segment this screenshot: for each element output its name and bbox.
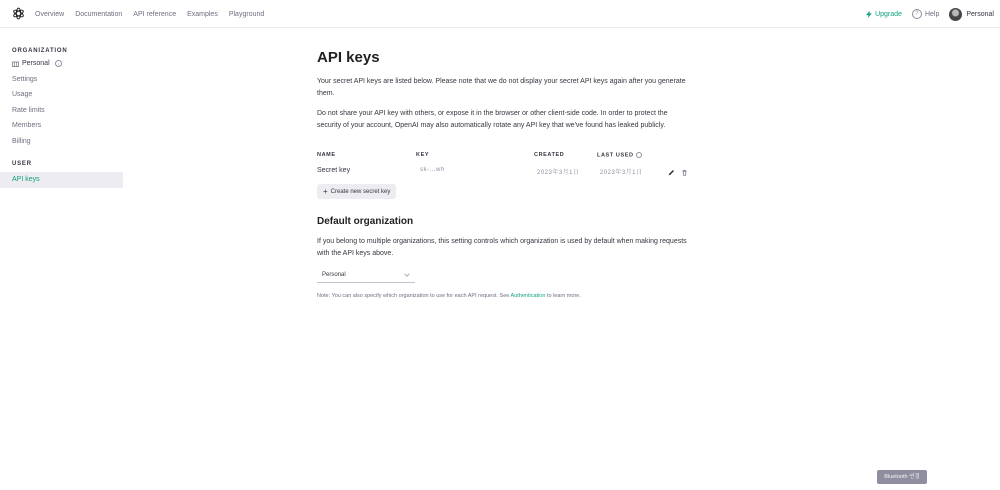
info-icon[interactable]: i [55,60,62,67]
note-text-suffix: to learn more. [545,293,581,299]
organization-heading: ORGANIZATION [12,48,68,54]
organization-dropdown[interactable] [317,267,415,283]
profile-label: Personal [966,10,994,18]
sidebar [0,28,123,188]
default-organization-description: If you belong to multiple organizations, this setting controls which organization is used by default when making requests with the API keys above. [317,238,687,257]
column-header-created: CREATED [534,152,565,158]
upgrade-label: Upgrade [875,10,902,18]
create-secret-key-label: Create new secret key [330,188,391,195]
key-created: 2023年3月1日 [537,170,580,176]
help-label: Help [924,10,940,18]
create-secret-key-button[interactable] [317,184,396,199]
sidebar-item-members[interactable]: Members [12,122,42,129]
organization-dropdown-value: Personal [322,271,346,278]
intro-text: Your secret API keys are listed below. Please note that we do not display your secret API keys again after you generate them. [317,78,686,97]
bluetooth-toast: Bluetooth 연결 [877,470,927,484]
default-organization-title: Default organization [317,216,414,227]
top-navigation [0,0,1000,28]
upgrade-button[interactable] [866,11,902,18]
nav-documentation[interactable]: Documentation [75,10,123,18]
nav-overview[interactable]: Overview [35,10,65,18]
lightning-icon [866,11,872,18]
avatar [949,8,962,21]
nav-playground[interactable]: Playground [228,10,265,18]
chevron-down-icon [404,273,410,277]
authentication-link[interactable]: Authentication [510,293,546,299]
sidebar-item-api-keys[interactable]: API keys [0,172,123,188]
key-value: sk-...wh [420,167,445,173]
organization-name: Personal [22,60,50,67]
user-heading: USER [12,161,32,167]
building-icon [12,61,19,67]
last-used-label: LAST USED [597,152,634,159]
sidebar-item-rate-limits[interactable]: Rate limits [12,106,45,114]
nav-right [866,0,994,28]
nav-links [35,0,264,28]
key-name: Secret key [317,167,351,174]
warning-text: Do not share your API key with others, or expose it in the browser or other client-side code. In order to protect the security of your account, OpenAI may also automatically rotate any API key that we've found has leaked publicly. [317,110,668,129]
sidebar-item-billing[interactable]: Billing [12,137,31,145]
column-header-last-used [597,152,642,158]
organization-note [317,293,581,299]
last-used-info-icon[interactable] [636,152,642,158]
openai-logo-icon[interactable] [12,7,25,20]
sidebar-item-settings[interactable]: Settings [12,75,38,83]
key-last-used: 2023年3月1日 [600,170,643,176]
nav-api-reference[interactable]: API reference [133,10,177,18]
edit-icon[interactable] [668,169,675,176]
sidebar-item-usage[interactable]: Usage [12,91,33,98]
trash-icon[interactable] [681,169,688,176]
column-header-name: NAME [317,152,336,158]
note-text-prefix: Note: You can also specify which organization to use for each API request. See [317,293,511,299]
help-icon: ? [912,9,922,19]
plus-icon: + [323,186,328,196]
help-button[interactable] [912,9,939,19]
organization-selector[interactable] [0,56,123,72]
nav-examples[interactable]: Examples [187,10,218,18]
column-header-key: KEY [416,152,430,158]
profile-menu[interactable] [949,8,994,21]
page-title: API keys [317,49,380,66]
